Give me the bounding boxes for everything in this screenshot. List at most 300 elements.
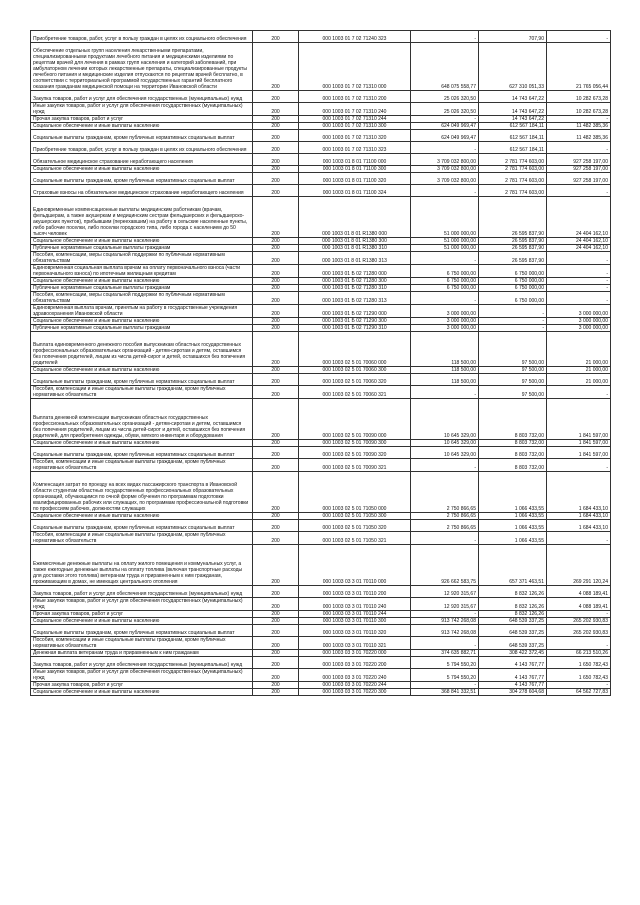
row-code: 200 — [253, 252, 299, 265]
row-kbk: 000 1003 03 3 01 70220 240 — [299, 669, 411, 682]
row-remaining: 21 765 056,44 — [547, 43, 611, 91]
row-kbk: 000 1003 02 5 01 70060 320 — [299, 374, 411, 386]
row-executed: 2 781 774 603,00 — [479, 154, 547, 166]
row-executed: 648 539 337,25 — [479, 618, 547, 625]
row-executed: 4 143 767,77 — [479, 669, 547, 682]
row-executed: 97 500,00 — [479, 332, 547, 367]
row-plan: - — [411, 637, 479, 650]
row-executed: 1 066 433,55 — [479, 472, 547, 513]
row-remaining: 1 684 433,10 — [547, 520, 611, 532]
row-code: 200 — [253, 532, 299, 545]
row-code: 200 — [253, 265, 299, 278]
row-executed: 8 832 126,26 — [479, 598, 547, 611]
row-name: Социальное обеспечение и иные выплаты населению — [31, 689, 253, 696]
row-kbk: 000 1003 01 8 01 R1380 310 — [299, 245, 411, 252]
row-executed: 97 500,00 — [479, 374, 547, 386]
row-name: Закупка товаров, работ и услуг для обеспечения государственных (муниципальных) нужд — [31, 586, 253, 598]
row-remaining: 21 000,00 — [547, 367, 611, 374]
row-plan: 12 920 315,67 — [411, 598, 479, 611]
row-code: 200 — [253, 154, 299, 166]
row-remaining: 1 650 782,43 — [547, 669, 611, 682]
table-row — [31, 103, 611, 116]
row-name: Выплата денежной компенсации выпускникам областных государственных профессиональных образовательных организаций - детям-сиротам и детям, оставшимся без попечения родителей, лицам из числа детей-сирот и детей, оставшихся без попечения родителей, для приобретения одежды, обуви, мягкого инвентаря и оборудования — [31, 399, 253, 440]
row-code: 200 — [253, 472, 299, 513]
row-remaining: 11 482 385,36 — [547, 130, 611, 142]
row-plan: 913 742 268,08 — [411, 625, 479, 637]
row-name: Единовременные компенсационные выплаты медицинским работникам (врачам, фельдшерам, а также акушеркам и медицинским сестрам фельдшерских и фельдшерско-акушерских пунктов), прибывшим (переехавшим) на работу в сельские населенные пункты, либо рабочие поселки, либо поселки городского типа, либо города с населением до 50 тысяч человек — [31, 197, 253, 238]
row-remaining: 3 000 000,00 — [547, 318, 611, 325]
row-remaining: - — [547, 532, 611, 545]
row-name: Пособия, компенсации и иные социальные выплаты гражданам, кроме публичных нормативных обязательств — [31, 532, 253, 545]
row-kbk: 000 1003 03 3 01 70220 200 — [299, 657, 411, 669]
row-plan: 25 026 320,50 — [411, 91, 479, 103]
row-remaining: - — [547, 637, 611, 650]
row-code: 200 — [253, 625, 299, 637]
row-code: 200 — [253, 31, 299, 43]
table-row — [31, 472, 611, 513]
row-code: 200 — [253, 657, 299, 669]
row-plan: 51 000 000,00 — [411, 197, 479, 238]
row-code: 200 — [253, 367, 299, 374]
row-executed: 657 371 463,51 — [479, 545, 547, 586]
row-remaining: 927 258 197,00 — [547, 166, 611, 173]
report-sheet — [30, 30, 610, 696]
row-kbk: 000 1003 01 8 01 R1380 000 — [299, 197, 411, 238]
table-row — [31, 154, 611, 166]
row-plan: 2 750 866,65 — [411, 520, 479, 532]
row-plan: 374 635 882,71 — [411, 650, 479, 657]
table-row — [31, 252, 611, 265]
row-name: Социальное обеспечение и иные выплаты населению — [31, 238, 253, 245]
row-kbk: 000 1003 03 3 01 70110 321 — [299, 637, 411, 650]
row-name: Пособия, компенсации и иные социальные выплаты гражданам, кроме публичных нормативных обязательств — [31, 386, 253, 399]
row-remaining: - — [547, 185, 611, 197]
row-kbk: 000 1003 01 8 01 R1380 313 — [299, 252, 411, 265]
row-plan: - — [411, 611, 479, 618]
row-executed: - — [479, 305, 547, 318]
row-kbk: 000 1003 01 7 02 71310 240 — [299, 103, 411, 116]
row-name: Социальные выплаты гражданам, кроме публичных нормативных социальных выплат — [31, 447, 253, 459]
row-plan: - — [411, 292, 479, 305]
row-kbk: 000 1003 03 3 01 70220 300 — [299, 689, 411, 696]
table-row — [31, 637, 611, 650]
row-name: Социальное обеспечение и иные выплаты населению — [31, 367, 253, 374]
row-kbk: 000 1003 02 5 01 70090 300 — [299, 440, 411, 447]
row-name: Обеспечение отдельных групп населения лекарственными препаратами, специализированными продуктами лечебного питания и медицинскими изделиями по рецептам врачей для лечения в рамках групп населения и категорий заболеваний, при амбулаторном лечении которых лекарственные препараты, специализированные продукты лечебного питания и медицинские изделия отпускаются по рецептам врачей бесплатно, в соответствии с территориальной программой государственных гарантий бесплатного оказания гражданам медицинской помощи на территории Ивановской области — [31, 43, 253, 91]
row-executed: 26 595 837,90 — [479, 252, 547, 265]
row-executed: 26 595 837,90 — [479, 238, 547, 245]
row-name: Социальные выплаты гражданам, кроме публичных нормативных социальных выплат — [31, 520, 253, 532]
row-kbk: 000 1003 01 7 02 71240 323 — [299, 31, 411, 43]
row-kbk: 000 1003 03 3 01 70110 244 — [299, 611, 411, 618]
row-remaining: 21 000,00 — [547, 374, 611, 386]
row-remaining: 24 404 162,10 — [547, 245, 611, 252]
row-plan: 2 750 866,65 — [411, 472, 479, 513]
row-name: Приобретение товаров, работ, услуг в пользу граждан в целях их социального обеспечения — [31, 142, 253, 154]
row-remaining: 4 088 189,41 — [547, 598, 611, 611]
row-code: 200 — [253, 332, 299, 367]
row-name: Приобретение товаров, работ, услуг в пользу граждан в целях их социального обеспечения — [31, 31, 253, 43]
row-remaining: - — [547, 292, 611, 305]
row-code: 200 — [253, 185, 299, 197]
table-row — [31, 618, 611, 625]
row-plan: - — [411, 459, 479, 472]
table-row — [31, 43, 611, 91]
row-plan: 118 500,00 — [411, 332, 479, 367]
row-plan: - — [411, 185, 479, 197]
row-executed: 14 743 647,22 — [479, 103, 547, 116]
row-code: 200 — [253, 285, 299, 292]
row-code: 200 — [253, 278, 299, 285]
row-remaining: - — [547, 116, 611, 123]
row-code: 200 — [253, 142, 299, 154]
row-name: Социальное обеспечение и иные выплаты населению — [31, 166, 253, 173]
row-kbk: 000 1003 03 3 01 70110 200 — [299, 586, 411, 598]
row-code: 200 — [253, 116, 299, 123]
row-plan: 624 049 969,47 — [411, 130, 479, 142]
row-remaining: 10 282 673,28 — [547, 91, 611, 103]
row-name: Прочая закупка товаров, работ и услуг — [31, 682, 253, 689]
row-code: 200 — [253, 682, 299, 689]
row-plan: 6 750 000,00 — [411, 278, 479, 285]
table-row — [31, 586, 611, 598]
row-code: 200 — [253, 520, 299, 532]
row-plan: - — [411, 252, 479, 265]
table-row — [31, 173, 611, 185]
table-row — [31, 278, 611, 285]
row-kbk: 000 1003 01 7 02 71310 000 — [299, 43, 411, 91]
row-remaining: - — [547, 278, 611, 285]
table-row — [31, 318, 611, 325]
row-remaining: 269 291 120,24 — [547, 545, 611, 586]
row-executed: 8 803 732,00 — [479, 447, 547, 459]
row-remaining: - — [547, 142, 611, 154]
row-remaining: 1 684 433,10 — [547, 472, 611, 513]
row-code: 200 — [253, 43, 299, 91]
row-code: 200 — [253, 374, 299, 386]
table-body — [31, 31, 611, 696]
row-plan: - — [411, 142, 479, 154]
row-plan: 2 750 866,65 — [411, 513, 479, 520]
row-remaining: 265 202 930,83 — [547, 625, 611, 637]
row-code: 200 — [253, 545, 299, 586]
row-executed: - — [479, 318, 547, 325]
row-plan: 3 709 032 800,00 — [411, 166, 479, 173]
row-code: 200 — [253, 166, 299, 173]
row-plan: 118 500,00 — [411, 374, 479, 386]
row-remaining: 64 562 727,83 — [547, 689, 611, 696]
row-name: Закупка товаров, работ и услуг для обеспечения государственных (муниципальных) нужд — [31, 657, 253, 669]
table-row — [31, 650, 611, 657]
table-row — [31, 689, 611, 696]
row-name: Компенсация затрат по проезду на всех видах пассажирского транспорта в Ивановской области студентам областных государственных профессиональных образовательных организаций, обучающимся по очной форме обучения по программам подготовки квалифицированных рабочих или служащих, по программам профессиональной подготовки по профессиям рабочих, должностям служащих — [31, 472, 253, 513]
table-row — [31, 447, 611, 459]
row-remaining: - — [547, 386, 611, 399]
row-name: Прочая закупка товаров, работ и услуг — [31, 116, 253, 123]
row-name: Публичные нормативные социальные выплаты гражданам — [31, 325, 253, 332]
row-remaining: 66 213 510,26 — [547, 650, 611, 657]
row-remaining: 3 000 000,00 — [547, 305, 611, 318]
row-name: Единовременная социальная выплата врачам на оплату первоначального взноса (части первоначального взноса) по ипотечным жилищным кредитам — [31, 265, 253, 278]
expenditure-table — [30, 30, 611, 696]
row-kbk: 000 1003 02 5 01 71050 000 — [299, 472, 411, 513]
row-name: Социальное обеспечение и иные выплаты населению — [31, 618, 253, 625]
row-name: Социальные выплаты гражданам, кроме публичных нормативных социальных выплат — [31, 625, 253, 637]
row-kbk: 000 1003 01 Б 02 71280 000 — [299, 265, 411, 278]
table-row — [31, 292, 611, 305]
row-name: Страховые взносы на обязательное медицинское страхование неработающего населения — [31, 185, 253, 197]
row-executed: 14 743 647,22 — [479, 116, 547, 123]
row-code: 200 — [253, 399, 299, 440]
row-executed: 627 310 051,33 — [479, 43, 547, 91]
row-plan: 6 750 000,00 — [411, 265, 479, 278]
row-code: 200 — [253, 318, 299, 325]
row-plan: - — [411, 682, 479, 689]
row-kbk: 000 1003 01 7 02 71310 244 — [299, 116, 411, 123]
row-plan: 5 794 550,20 — [411, 669, 479, 682]
row-plan: 3 709 032 800,00 — [411, 173, 479, 185]
row-remaining: 4 088 189,41 — [547, 586, 611, 598]
row-kbk: 000 1003 01 7 02 71310 200 — [299, 91, 411, 103]
row-code: 200 — [253, 650, 299, 657]
row-executed: 6 750 000,00 — [479, 278, 547, 285]
row-name: Публичные нормативные социальные выплаты гражданам — [31, 245, 253, 252]
row-name: Социальные выплаты гражданам, кроме публичных нормативных социальных выплат — [31, 130, 253, 142]
table-row — [31, 325, 611, 332]
row-kbk: 000 1003 02 5 01 70060 300 — [299, 367, 411, 374]
row-executed: 14 743 647,22 — [479, 91, 547, 103]
row-code: 200 — [253, 130, 299, 142]
row-code: 200 — [253, 123, 299, 130]
row-executed: 97 500,00 — [479, 367, 547, 374]
row-remaining: 1 684 433,10 — [547, 513, 611, 520]
table-row — [31, 31, 611, 43]
table-row — [31, 513, 611, 520]
table-row — [31, 545, 611, 586]
row-kbk: 000 1003 01 Б 02 71290 000 — [299, 305, 411, 318]
table-row — [31, 197, 611, 238]
row-code: 200 — [253, 386, 299, 399]
row-executed: 707,90 — [479, 31, 547, 43]
row-executed: 8 803 732,00 — [479, 399, 547, 440]
table-row — [31, 611, 611, 618]
table-row — [31, 305, 611, 318]
row-plan: 913 742 268,08 — [411, 618, 479, 625]
row-kbk: 000 1003 01 Б 02 71280 313 — [299, 292, 411, 305]
row-code: 200 — [253, 447, 299, 459]
row-kbk: 000 1003 01 Б 02 71290 310 — [299, 325, 411, 332]
row-executed: 2 781 774 603,00 — [479, 185, 547, 197]
row-kbk: 000 1003 01 8 01 71100 300 — [299, 166, 411, 173]
row-plan: 368 841 332,51 — [411, 689, 479, 696]
row-remaining: 11 482 385,36 — [547, 123, 611, 130]
row-executed: 4 143 767,77 — [479, 682, 547, 689]
row-kbk: 000 1003 01 7 02 71310 323 — [299, 142, 411, 154]
table-row — [31, 399, 611, 440]
table-row — [31, 440, 611, 447]
table-row — [31, 657, 611, 669]
table-row — [31, 459, 611, 472]
table-row — [31, 332, 611, 367]
row-plan: - — [411, 31, 479, 43]
row-kbk: 000 1003 03 3 01 70110 320 — [299, 625, 411, 637]
row-code: 200 — [253, 618, 299, 625]
row-code: 200 — [253, 305, 299, 318]
table-row — [31, 116, 611, 123]
row-remaining: - — [547, 31, 611, 43]
row-kbk: 000 1003 03 3 01 70110 000 — [299, 545, 411, 586]
row-plan: - — [411, 386, 479, 399]
row-code: 200 — [253, 513, 299, 520]
row-kbk: 000 1003 01 8 01 71100 320 — [299, 173, 411, 185]
row-code: 200 — [253, 611, 299, 618]
table-row — [31, 130, 611, 142]
row-code: 200 — [253, 440, 299, 447]
row-kbk: 000 1003 02 5 01 71050 300 — [299, 513, 411, 520]
row-executed: 1 066 433,55 — [479, 520, 547, 532]
table-row — [31, 682, 611, 689]
row-kbk: 000 1003 02 5 01 70090 321 — [299, 459, 411, 472]
row-name: Иные закупки товаров, работ и услуг для обеспечения государственных (муниципальных) нужд — [31, 669, 253, 682]
row-kbk: 000 1003 02 5 01 71050 320 — [299, 520, 411, 532]
row-name: Ежемесячные денежные выплаты на оплату жилого помещения и коммунальных услуг, а также ежегодные денежные выплаты на оплату топлива (включая транспортные расходы для доставки этого топлива) ветеранам труда и приравненным к ним гражданам, проживающим в домах, не имеющих центрального отопления — [31, 545, 253, 586]
row-plan: 648 075 558,77 — [411, 43, 479, 91]
row-name: Денежная выплата ветеранам труда и приравненным к ним гражданам — [31, 650, 253, 657]
row-kbk: 000 1003 03 3 01 70220 000 — [299, 650, 411, 657]
table-row — [31, 245, 611, 252]
table-row — [31, 625, 611, 637]
row-remaining: 1 841 597,00 — [547, 447, 611, 459]
row-name: Социальное обеспечение и иные выплаты населению — [31, 513, 253, 520]
row-code: 200 — [253, 245, 299, 252]
row-executed: 612 567 184,11 — [479, 123, 547, 130]
row-name: Пособия, компенсации, меры социальной поддержки по публичным нормативным обязательствам — [31, 252, 253, 265]
row-executed: 308 422 372,45 — [479, 650, 547, 657]
row-executed: 1 066 433,55 — [479, 532, 547, 545]
row-name: Социальное обеспечение и иные выплаты населению — [31, 440, 253, 447]
row-remaining: 3 000 000,00 — [547, 325, 611, 332]
row-kbk: 000 1003 02 5 01 70090 000 — [299, 399, 411, 440]
table-row — [31, 185, 611, 197]
row-plan: 118 500,00 — [411, 367, 479, 374]
row-name: Пособия, компенсации, меры социальной поддержки по публичным нормативным обязательствам — [31, 292, 253, 305]
row-executed: 612 567 184,11 — [479, 142, 547, 154]
row-executed: 8 832 126,26 — [479, 586, 547, 598]
row-plan: 3 000 000,00 — [411, 325, 479, 332]
table-row — [31, 532, 611, 545]
row-executed: - — [479, 325, 547, 332]
table-row — [31, 386, 611, 399]
table-row — [31, 367, 611, 374]
row-code: 200 — [253, 669, 299, 682]
row-code: 200 — [253, 103, 299, 116]
row-executed: 1 066 433,55 — [479, 513, 547, 520]
row-remaining: 927 258 197,00 — [547, 173, 611, 185]
table-row — [31, 285, 611, 292]
row-plan: 51 000 000,00 — [411, 245, 479, 252]
row-remaining: - — [547, 682, 611, 689]
row-remaining: - — [547, 285, 611, 292]
row-name: Обязательное медицинское страхование неработающего населения — [31, 154, 253, 166]
row-kbk: 000 1003 01 Б 02 71280 310 — [299, 285, 411, 292]
row-executed: 304 278 604,68 — [479, 689, 547, 696]
row-kbk: 000 1003 03 3 01 70110 240 — [299, 598, 411, 611]
row-executed: 612 567 184,11 — [479, 130, 547, 142]
row-remaining: 1 650 782,43 — [547, 657, 611, 669]
row-kbk: 000 1003 01 7 02 71310 320 — [299, 130, 411, 142]
row-plan: - — [411, 116, 479, 123]
row-kbk: 000 1003 02 5 01 70060 000 — [299, 332, 411, 367]
row-executed: 2 781 774 603,00 — [479, 166, 547, 173]
row-code: 200 — [253, 637, 299, 650]
row-name: Пособия, компенсации и иные социальные выплаты гражданам, кроме публичных нормативных обязательств — [31, 637, 253, 650]
table-row — [31, 166, 611, 173]
row-kbk: 000 1003 01 7 02 71310 300 — [299, 123, 411, 130]
table-row — [31, 374, 611, 386]
row-kbk: 000 1003 02 5 01 70090 320 — [299, 447, 411, 459]
row-executed: 26 595 837,90 — [479, 197, 547, 238]
row-executed: 97 500,00 — [479, 386, 547, 399]
row-kbk: 000 1003 01 Б 02 71290 300 — [299, 318, 411, 325]
row-remaining: - — [547, 252, 611, 265]
row-executed: 6 750 000,00 — [479, 265, 547, 278]
row-plan: 5 794 550,20 — [411, 657, 479, 669]
row-kbk: 000 1003 03 3 01 70220 244 — [299, 682, 411, 689]
row-plan: - — [411, 532, 479, 545]
row-code: 200 — [253, 459, 299, 472]
row-plan: 3 709 032 800,00 — [411, 154, 479, 166]
table-row — [31, 238, 611, 245]
row-remaining: 265 202 930,83 — [547, 618, 611, 625]
row-remaining: - — [547, 611, 611, 618]
row-remaining: 10 282 673,28 — [547, 103, 611, 116]
row-remaining: 927 258 197,00 — [547, 154, 611, 166]
row-name: Прочая закупка товаров, работ и услуг — [31, 611, 253, 618]
row-executed: 6 750 000,00 — [479, 292, 547, 305]
row-name: Социальное обеспечение и иные выплаты населению — [31, 318, 253, 325]
row-plan: 10 645 329,00 — [411, 399, 479, 440]
row-kbk: 000 1003 03 3 01 70110 300 — [299, 618, 411, 625]
table-row — [31, 265, 611, 278]
row-plan: 25 026 320,50 — [411, 103, 479, 116]
row-executed: 2 781 774 603,00 — [479, 173, 547, 185]
table-row — [31, 123, 611, 130]
row-code: 200 — [253, 238, 299, 245]
row-kbk: 000 1003 01 8 01 71100 324 — [299, 185, 411, 197]
row-kbk: 000 1003 01 8 01 71100 000 — [299, 154, 411, 166]
row-code: 200 — [253, 197, 299, 238]
row-name: Социальные выплаты гражданам, кроме публичных нормативных социальных выплат — [31, 173, 253, 185]
row-plan: 3 000 000,00 — [411, 318, 479, 325]
row-code: 200 — [253, 586, 299, 598]
row-name: Социальное обеспечение и иные выплаты населению — [31, 278, 253, 285]
row-kbk: 000 1003 02 5 01 70060 321 — [299, 386, 411, 399]
row-remaining: 21 000,00 — [547, 332, 611, 367]
row-name: Единовременная выплата врачам, принятым на работу в государственные учреждения здравоохранения Ивановской области — [31, 305, 253, 318]
row-plan: 3 000 000,00 — [411, 305, 479, 318]
row-remaining: 24 404 162,10 — [547, 197, 611, 238]
row-executed: 4 143 767,77 — [479, 657, 547, 669]
row-remaining: - — [547, 265, 611, 278]
row-name: Социальное обеспечение и иные выплаты населению — [31, 123, 253, 130]
row-plan: 10 645 329,00 — [411, 447, 479, 459]
row-executed: 26 595 837,90 — [479, 245, 547, 252]
row-code: 200 — [253, 598, 299, 611]
row-kbk: 000 1003 02 5 01 71050 321 — [299, 532, 411, 545]
row-name: Публичные нормативные социальные выплаты гражданам — [31, 285, 253, 292]
row-plan: 624 049 969,47 — [411, 123, 479, 130]
row-plan: 6 750 000,00 — [411, 285, 479, 292]
